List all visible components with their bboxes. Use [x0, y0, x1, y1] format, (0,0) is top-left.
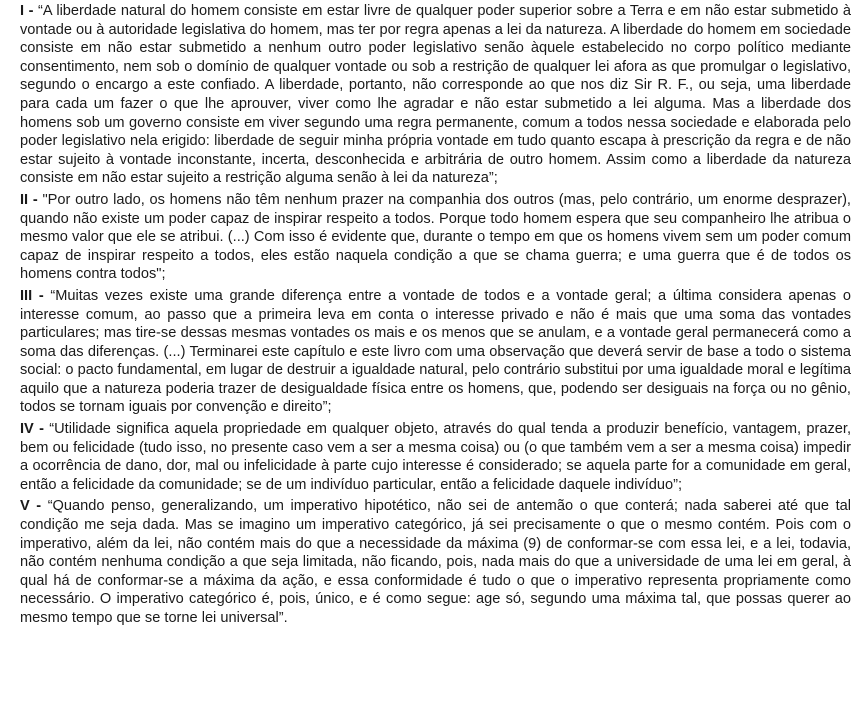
paragraph-v: [20, 497, 851, 627]
paragraph-text: "Por outro lado, os homens não têm nenhum prazer na companhia dos outros (mas, pelo contrário, um enorme desprazer), quando não existe um poder capaz de inspirar respeito a todos. Porque todo homem espera que seu companheiro lhe atribua o mesmo valor que ele se atribui. (...) Com isso é evidente que, durante o tempo em que os homens vivem sem um poder comum capaz de inspirar respeito a todos, eles estão naquela condição a que se chama guerra; e uma guerra que é de todos os homens contra todos";: [20, 191, 851, 283]
paragraph-iii: [20, 287, 851, 417]
paragraph-ii: [20, 191, 851, 284]
paragraph-numeral: II -: [20, 191, 43, 208]
paragraph-text: “A liberdade natural do homem consiste em estar livre de qualquer poder superior sobre a Terra e em não estar submetido à vontade ou à autoridade legislativa do homem, mas ter por regra apenas a lei da natureza. A liberdade do homem em sociedade consiste em não estar submetido a nenhum outro poder legislativo senão àquele estabelecido no corpo político mediante consentimento, nem sob o domínio de qualquer vontade ou sob a restrição de qualquer lei afora as que promulgar o legislativo, segundo o encargo a este confiado. A liberdade, portanto, não corresponde ao que nos diz Sir R. F., ou seja, uma liberdade para cada um fazer o que lhe aprouver, viver como lhe agradar e não estar submetido a lei alguma. Mas a liberdade dos homens sob um governo consiste em viver segundo uma regra permanente, comum a todos nessa sociedade e elaborada pelo poder legislativo nela erigido: liberdade de seguir minha própria vontade em tudo quanto escapa à prescrição da regra e de não estar sujeito à vontade inconstante, incerta, desconhecida e arbitrária de outro homem. Assim como a liberdade da natureza consiste em não estar sujeito a restrição alguma senão à lei da natureza”;: [20, 3, 851, 187]
paragraph-iv: [20, 420, 851, 494]
paragraph-i: [20, 2, 851, 188]
paragraph-numeral: I -: [20, 3, 38, 19]
paragraph-text: “Utilidade significa aquela propriedade em qualquer objeto, através do qual tenda a produzir benefício, vantagem, prazer, bem ou felicidade (tudo isso, no presente caso vem a ser a mesma coisa) ou (o que também vem a ser a mesma coisa) impedir a ocorrência de dano, dor, mal ou infelicidade à parte cujo interesse é considerado; se aquela parte for a comunidade em geral, então a felicidade da comunidade; se de um indivíduo particular, então a felicidade daquele indivíduo”;: [20, 421, 851, 493]
paragraph-numeral: V -: [20, 498, 48, 515]
paragraph-text: “Quando penso, generalizando, um imperativo hipotético, não sei de antemão o que conterá; nada saberei até que tal condição me seja dada. Mas se imagino um imperativo categórico, já sei precisamente o que o mesmo contém. Pois com o imperativo, além da lei, não contém mais do que a necessidade da máxima (9) de conformar-se com essa lei, e a lei, todavia, não contém nenhuma condição a que seja limitada, não ficando, pois, nada mais do que a universidade de uma lei em geral, à qual há de conformar-se a máxima da ação, e essa conformidade é tudo o que o imperativo representa propriamente como necessário. O imperativo categórico é, pois, único, e é como segue: age só, segundo uma máxima tal, que possas querer ao mesmo tempo que se torne lei universal”.: [20, 498, 851, 626]
paragraph-numeral: III -: [20, 287, 51, 304]
paragraph-numeral: IV -: [20, 421, 50, 438]
paragraph-text: “Muitas vezes existe uma grande diferença entre a vontade de todos e a vontade geral; a última considera apenas o interesse comum, ao passo que a primeira leva em conta o interesse privado e não é mais que uma soma das vontades particulares; mas tire-se dessas mesmas vontades os mais e os menos que se anulam, e a vontade geral permanecerá como a soma das diferenças. (...) Terminarei este capítulo e este livro com uma observação que deverá servir de base a todo o sistema social: o pacto fundamental, em lugar de destruir a igualdade natural, pelo contrário substitui por uma igualdade moral e legítima aquilo que a natureza poderia trazer de desigualdade física entre os homens, que, podendo ser desiguais na força ou no gênio, todos se tornam iguais por convenção e direito”;: [20, 287, 851, 416]
